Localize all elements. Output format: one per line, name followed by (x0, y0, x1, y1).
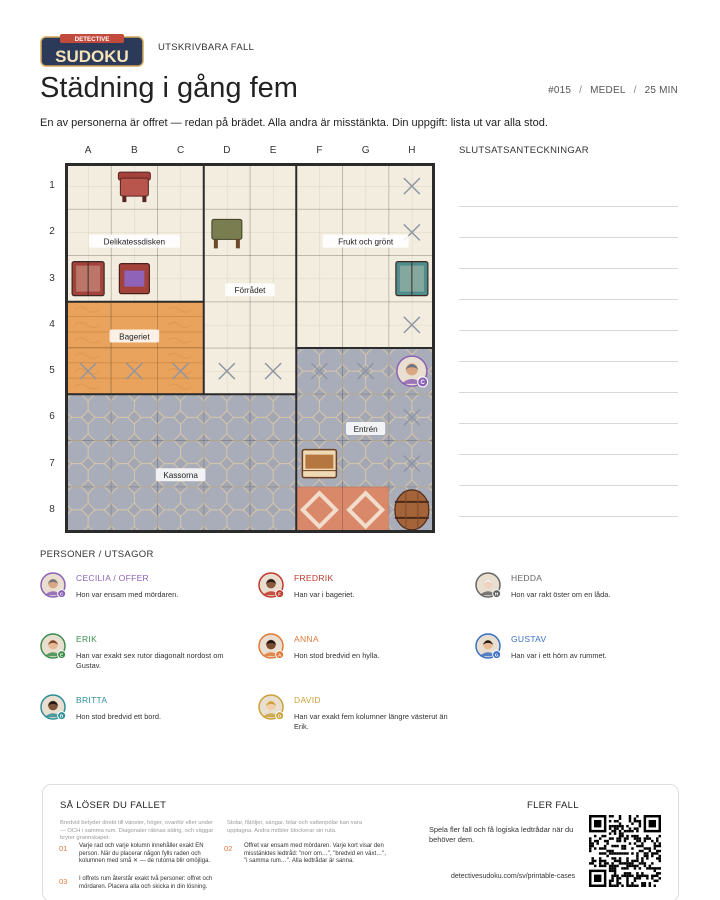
column-labels (65, 145, 435, 157)
avatar-badge-letter: B (59, 714, 64, 720)
room-label (323, 235, 409, 248)
row-label: 3 (49, 272, 55, 284)
row-label: 6 (49, 411, 55, 423)
rule-number: 01 (59, 844, 68, 853)
person-card[interactable] (258, 694, 458, 744)
person-name: BRITTA (76, 695, 108, 705)
svg-text:Förrådet: Förrådet (234, 286, 266, 296)
board-cell[interactable] (343, 256, 389, 302)
svg-text:Kassorna: Kassorna (163, 471, 198, 481)
row-label: 4 (49, 318, 55, 330)
avatar (258, 633, 286, 661)
board-cell[interactable] (158, 394, 204, 440)
svg-text:Delikatessdisken: Delikatessdisken (103, 237, 166, 247)
notes-line[interactable] (459, 238, 678, 269)
shelf-object (396, 262, 428, 296)
instructions-intro-left: Bredvid betyder direkt till vänster, höger, ovanför eller under — OCH i samma rum. Diagonaler räknas aldrig, och väggar bryter grannskapet. (60, 820, 214, 841)
svg-text:Entrén: Entrén (353, 424, 378, 434)
room-label (346, 422, 385, 435)
person-card[interactable] (40, 572, 240, 622)
board-cell[interactable] (204, 441, 250, 487)
more-cases-title: FLER FALL (527, 800, 579, 811)
notes-area[interactable] (459, 176, 678, 517)
person-name: DAVID (294, 695, 321, 705)
column-label: G (361, 145, 370, 156)
person-clue: Hon stod bredvid en hylla. (294, 651, 380, 660)
person-name: FREDRIK (294, 573, 334, 583)
person-card[interactable] (40, 633, 240, 683)
notes-line[interactable] (459, 393, 678, 424)
case-number: #015 (548, 85, 572, 96)
column-label: H (408, 145, 416, 156)
board-cell[interactable] (343, 487, 389, 533)
header-tag: UTSKRIVBARA FALL (158, 42, 255, 53)
avatar-badge-letter: G (494, 653, 499, 659)
person-name: GUSTAV (511, 634, 547, 644)
notes-line[interactable] (459, 455, 678, 486)
case-duration: 25 MIN (644, 85, 678, 96)
person-name: ANNA (294, 634, 319, 644)
avatar (475, 572, 503, 600)
person-clue: Han var exakt sex rutor diagonalt nordost om Gustav. (76, 651, 224, 670)
avatar-badge-letter: C (420, 380, 425, 387)
row-label: 2 (49, 226, 55, 238)
avatar-badge-letter: E (60, 653, 64, 659)
person-card[interactable] (258, 633, 458, 683)
person-card[interactable] (475, 633, 675, 683)
logo-main-text: SUDOKU (55, 47, 129, 66)
board-cell[interactable] (296, 302, 342, 348)
board-cell[interactable] (296, 209, 342, 255)
instructions-intro-right: Stolar, fåtöljer, sängar, bilar och vattenpölar kan vara upptagna. Andra möbler blockerar sin ruta. (227, 820, 363, 834)
instructions-title: SÅ LÖSER DU FALLET (60, 800, 167, 811)
column-label: D (223, 145, 231, 156)
board-cell[interactable] (65, 302, 111, 348)
board-cell[interactable] (250, 302, 296, 348)
room-label (225, 283, 275, 296)
svg-text:Frukt och grönt: Frukt och grönt (338, 237, 394, 247)
board-cell[interactable] (158, 209, 204, 255)
row-labels (44, 163, 60, 535)
person-clue: Han var exakt fem kolumner längre västerut än Erik. (294, 712, 448, 731)
person-name: HEDDA (511, 573, 543, 583)
rule-number: 03 (59, 877, 68, 886)
avatar (258, 694, 286, 722)
more-cases-text: Spela fler fall och få logiska ledtrådar när du behöver dem. (429, 825, 574, 844)
board-cell[interactable] (111, 441, 157, 487)
notes-line[interactable] (459, 207, 678, 238)
avatar-badge-letter: H (494, 592, 499, 598)
board-cell[interactable] (158, 302, 204, 348)
barrel-object (395, 490, 429, 530)
board-cell[interactable] (111, 394, 157, 440)
board-cell[interactable] (204, 302, 250, 348)
svg-text:Bageriet: Bageriet (119, 332, 150, 342)
shelf-object (72, 262, 104, 296)
row-label: 5 (49, 365, 55, 376)
board-cell[interactable] (65, 394, 111, 440)
avatar-badge-letter: D (277, 714, 282, 720)
avatar (475, 633, 503, 661)
case-meta: #015 / MEDEL / 25 MIN (548, 85, 678, 96)
board-cell[interactable] (296, 487, 342, 533)
board-cell[interactable] (250, 487, 296, 533)
notes-line[interactable] (459, 300, 678, 331)
instructions-panel (42, 784, 679, 900)
avatar (40, 572, 68, 600)
column-label: C (177, 145, 185, 156)
board-cell[interactable] (250, 163, 296, 209)
board-cell[interactable] (343, 163, 389, 209)
person-card[interactable] (475, 572, 675, 622)
board-cell[interactable] (204, 394, 250, 440)
notes-line[interactable] (459, 331, 678, 362)
column-label: E (269, 145, 277, 156)
notes-line[interactable] (459, 362, 678, 393)
row-label: 8 (49, 503, 55, 515)
person-card[interactable] (40, 694, 240, 744)
person-clue: Han var i ett hörn av rummet. (511, 651, 607, 660)
board-cell[interactable] (65, 209, 111, 255)
notes-line[interactable] (459, 176, 678, 207)
person-clue: Hon var rakt öster om en låda. (511, 590, 611, 599)
person-clue: Han var i bageriet. (294, 590, 355, 599)
board-cell[interactable] (65, 441, 111, 487)
person-name: ERIK (76, 634, 98, 644)
people-title: PERSONER / UTSAGOR (40, 549, 154, 560)
column-label: A (84, 145, 92, 156)
qr-code[interactable] (589, 815, 661, 887)
rule-text: Offret var ensam med mördaren. Varje kort visar den misstänktes ledtråd: "norr om…", "bredvid en växt…", "i samma rum…". Alla ledtrådar är sanna. (244, 843, 386, 865)
room-label (110, 329, 160, 342)
board-cell[interactable] (111, 209, 157, 255)
board-cell[interactable] (250, 441, 296, 487)
rule-text: Varje rad och varje kolumn innehåller exakt EN person. När du placerar någon fylls raden och kolumnen med små ✕ — de rutorna blir omöjliga. (79, 843, 211, 865)
avatar-badge-letter: A (277, 653, 282, 659)
game-board[interactable] (65, 163, 435, 533)
row-label: 7 (49, 457, 55, 469)
room-label (89, 235, 180, 248)
board-cell[interactable] (65, 487, 111, 533)
avatar-badge-letter: F (278, 592, 282, 598)
notes-title: SLUTSATSANTECKNINGAR (459, 145, 589, 156)
box-object (119, 264, 149, 294)
rule-number: 02 (224, 844, 233, 853)
crate-object (302, 450, 336, 478)
column-label: B (131, 145, 138, 156)
board-cell[interactable] (158, 163, 204, 209)
more-cases-link[interactable]: detectivesudoku.com/sv/printable-cases (451, 873, 576, 880)
board-cell[interactable] (296, 256, 342, 302)
detective-sudoku-logo[interactable] (40, 34, 144, 68)
notes-line[interactable] (459, 269, 678, 300)
intro-text: En av personerna är offret — redan på brädet. Alla andra är misstänkta. Din uppgift: lista ut var alla stod. (40, 117, 548, 129)
board-cell[interactable] (296, 394, 342, 440)
board-cell[interactable] (343, 302, 389, 348)
room-label (156, 468, 206, 481)
person-clue: Hon stod bredvid ett bord. (76, 712, 162, 721)
board-cell[interactable] (204, 163, 250, 209)
board-cell[interactable] (204, 487, 250, 533)
board-cell[interactable] (250, 394, 296, 440)
case-difficulty: MEDEL (590, 85, 626, 96)
notes-line[interactable] (459, 424, 678, 455)
row-label: 1 (49, 180, 55, 191)
person-clue: Hon var ensam med mördaren. (76, 590, 179, 599)
notes-line[interactable] (459, 486, 678, 517)
person-name: CECILIA / OFFER (76, 573, 149, 583)
avatar (40, 633, 68, 661)
page-title: Städning i gång fem (40, 72, 298, 104)
column-label: F (316, 145, 323, 156)
board-cell[interactable] (158, 487, 204, 533)
avatar-badge-letter: C (59, 592, 64, 598)
rule-text: I offrets rum återstår exakt två personer: offret och mördaren. Placera alla och skicka in din lösning. (79, 876, 213, 890)
avatar (40, 694, 68, 722)
board-cell[interactable] (296, 163, 342, 209)
board-cell[interactable] (65, 163, 111, 209)
person-card[interactable] (258, 572, 458, 622)
board-cell[interactable] (343, 209, 389, 255)
board-cell[interactable] (343, 441, 389, 487)
avatar (258, 572, 286, 600)
board-cell[interactable] (158, 256, 204, 302)
logo-top-text: DETECTIVE (74, 36, 110, 43)
board-cell[interactable] (250, 209, 296, 255)
placed-person-token[interactable] (397, 356, 428, 387)
board-cell[interactable] (111, 487, 157, 533)
